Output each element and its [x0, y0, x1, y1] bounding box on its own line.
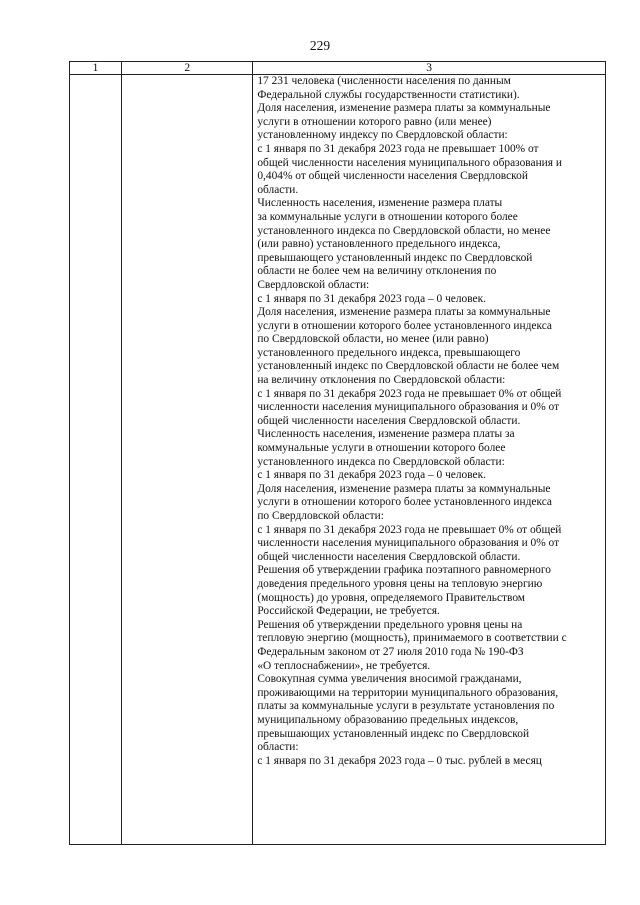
paragraph: Совокупная сумма увеличения вносимой гражданами, проживающими на территории муниципального образования, платы за коммунальные услуги в результате установления по муниципальному образованию предельных индексов, превышающих установленный индекс по Свердловской области:	[257, 673, 559, 754]
document-table	[69, 61, 606, 845]
paragraph: с 1 января по 31 декабря 2023 года – 0 человек.	[257, 469, 486, 482]
paragraph: с 1 января по 31 декабря 2023 года – 0 человек.	[257, 292, 486, 305]
column-2-cell	[122, 75, 253, 845]
column-3-cell	[253, 75, 606, 845]
paragraph: с 1 января по 31 декабря 2023 года не превышает 0% от общей численности населения муниципального образования и 0% от общей численности населения Свердловской области.	[257, 387, 562, 427]
paragraph: Доля населения, изменение размера платы за коммунальные услуги в отношении которого более установленного индекса по Свердловской области:	[257, 482, 552, 522]
paragraph: Численность населения, изменение размера платы за коммунальные услуги в отношении которого более установленного индекса по Свердловской области:	[257, 428, 515, 468]
paragraph: Решения об утверждении графика поэтапного равномерного доведения предельного уровня цены на тепловую энергию (мощность) до уровня, определяемого Правительством Российской Федерации, не требуется.	[257, 564, 551, 618]
paragraph: 17 231 человека (численности населения по данным Федеральной службы государственности статистики).	[257, 75, 520, 101]
paragraph: Доля населения, изменение размера платы за коммунальные услуги в отношении которого равно (или менее) установленному индексу по Свердловской области:	[257, 102, 551, 142]
column-header-3: 3	[253, 62, 606, 75]
paragraph: с 1 января по 31 декабря 2023 года не превышает 0% от общей численности населения муниципального образования и 0% от общей численности населения Свердловской области.	[257, 523, 562, 563]
table-row	[70, 75, 606, 845]
paragraph: Решения об утверждении предельного уровня цены на тепловую энергию (мощность), принимаемого в соответствии с Федеральным законом от 27 июля 2010 года № 190-ФЗ «О теплоснабжении», не требуется.	[257, 618, 567, 672]
column-header-2: 2	[122, 62, 253, 75]
paragraph: с 1 января по 31 декабря 2023 года не превышает 100% от общей численности населения муниципального образования и 0,404% от общей численности населения Свердловской области.	[257, 142, 562, 196]
paragraph: с 1 января по 31 декабря 2023 года – 0 тыс. рублей в месяц	[257, 754, 542, 767]
column-header-1: 1	[70, 62, 122, 75]
table-header-row	[70, 62, 606, 75]
page-number: 229	[309, 38, 331, 53]
column-1-cell	[70, 75, 122, 845]
paragraph: Доля населения, изменение размера платы за коммунальные услуги в отношении которого более установленного индекса по Свердловской области, но менее (или равно) установленного предельного индекса, превышающего установленный индекс по Свердловской области не более чем на величину отклонения по Свердловской области:	[257, 306, 560, 387]
paragraph: Численность населения, изменение размера платы за коммунальные услуги в отношении которого более установленного индекса по Свердловской области, но менее (или равно) установленного предельного индекса, превышающего установленный индекс по Свердловской области не более чем на величину отклонения по Свердловской области:	[257, 197, 551, 291]
